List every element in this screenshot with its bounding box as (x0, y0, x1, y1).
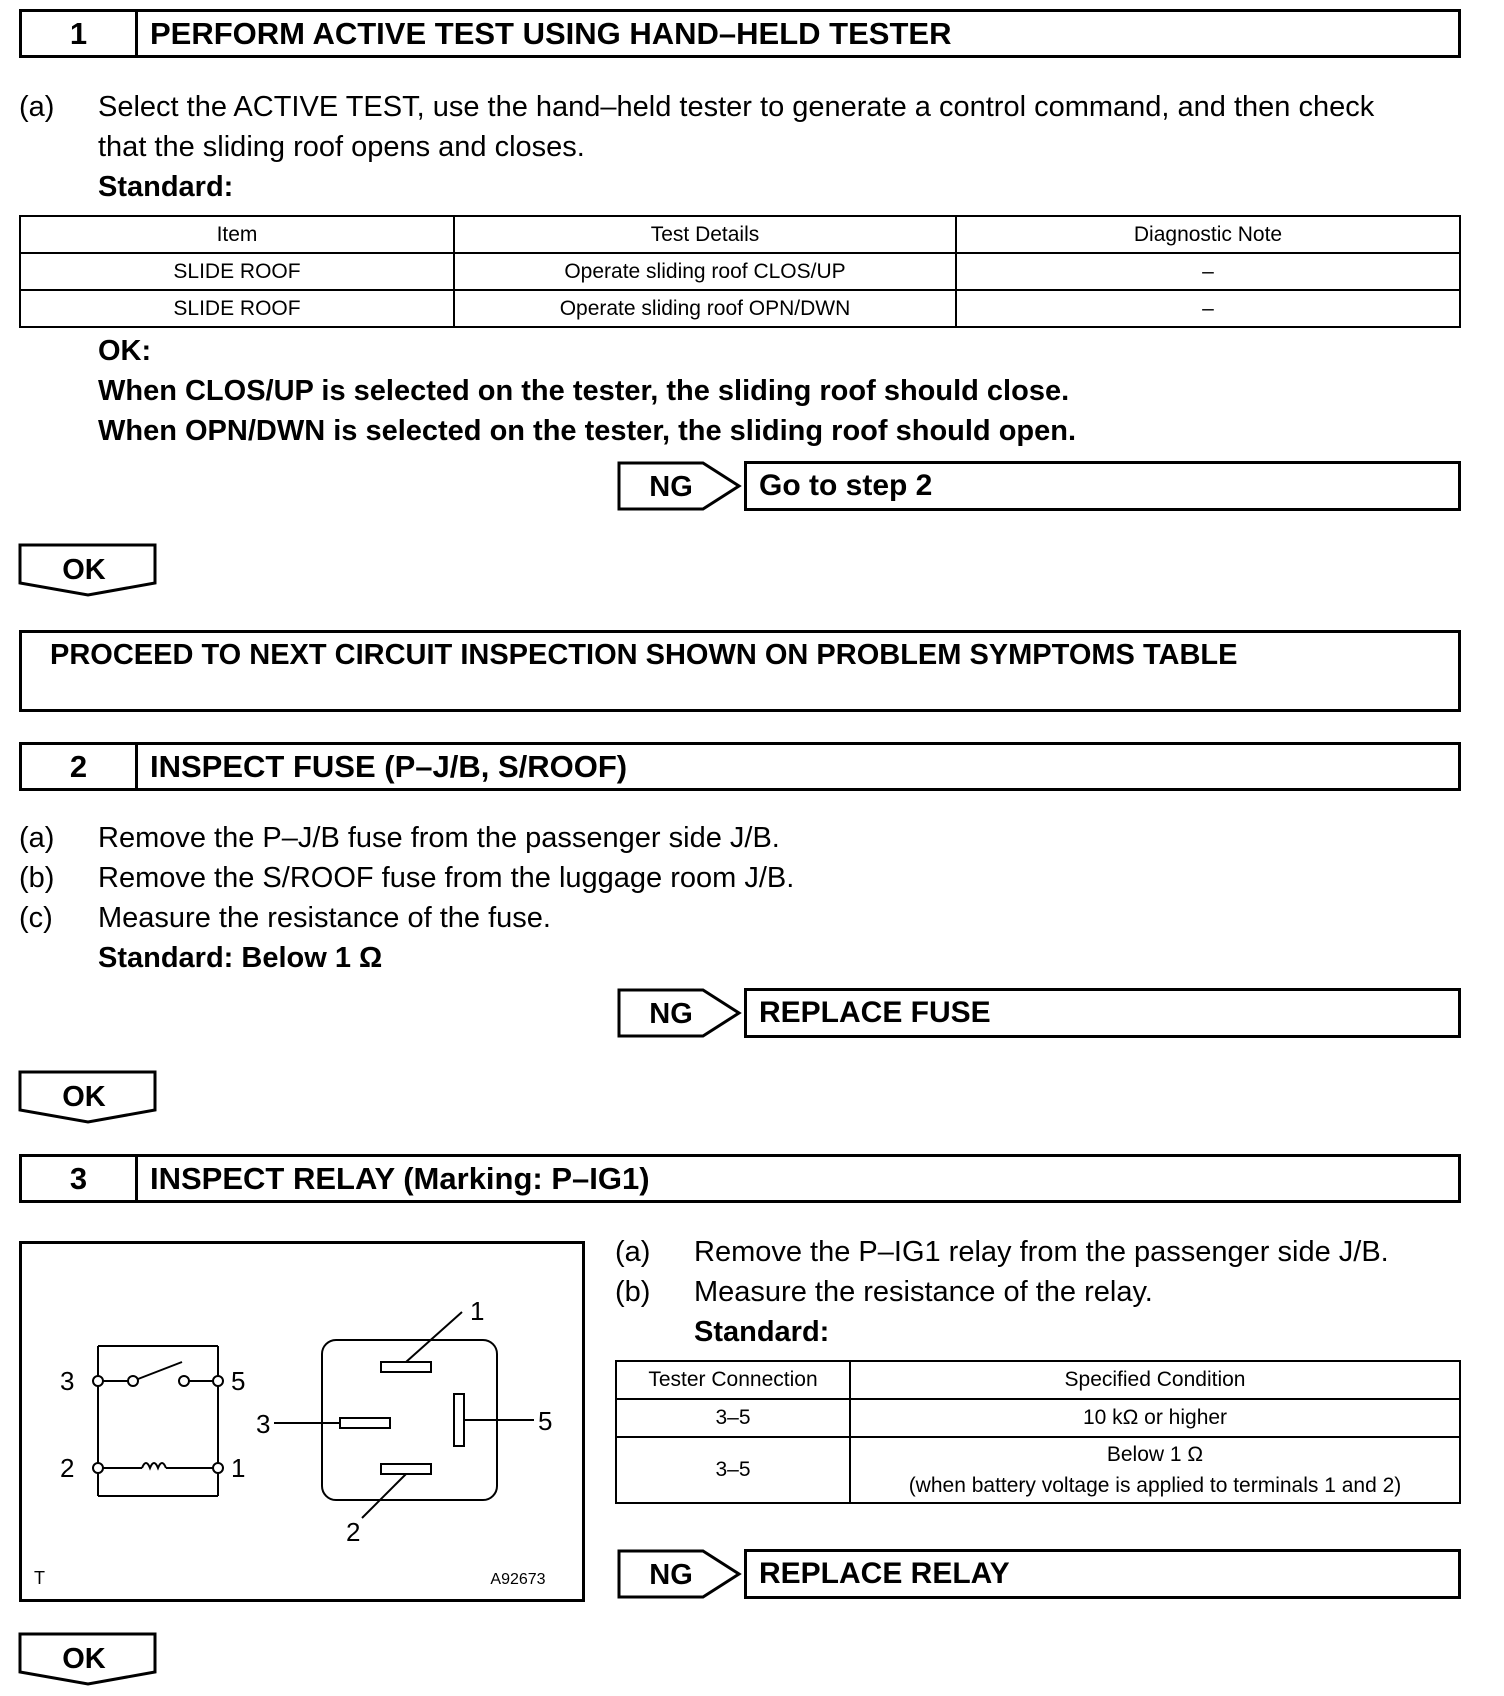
relay-pin-3-label: 3 (256, 1409, 271, 1439)
ok-arrow (18, 1070, 158, 1124)
step-2-standard: Standard: Below 1 Ω (98, 942, 383, 974)
step-3-item-b-marker: (b) (615, 1276, 651, 1308)
step-1-table (19, 215, 1461, 328)
ng-arrow (617, 988, 743, 1038)
step-3-item-a-marker: (a) (615, 1236, 651, 1268)
step-3-title: INSPECT RELAY (Marking: P–IG1) (150, 1160, 650, 1196)
ng-label: NG (649, 471, 693, 503)
step-3-number: 3 (22, 1157, 138, 1200)
step-1-ok-label: OK: (98, 335, 152, 367)
table-row (616, 1437, 1460, 1503)
table-cell (850, 1437, 1460, 1503)
table-cell: 3–5 (616, 1399, 850, 1437)
relay-pin-2-label: 2 (346, 1517, 361, 1547)
table-cell: – (956, 290, 1460, 327)
step-2-item-a-marker: (a) (19, 822, 55, 854)
table-header: Specified Condition (850, 1361, 1460, 1399)
step-2-ng-result: REPLACE FUSE (744, 988, 1461, 1038)
step-1-header (19, 9, 1461, 58)
step-3-standard-label: Standard: (694, 1316, 830, 1348)
table-header: Diagnostic Note (956, 216, 1460, 253)
step-3-ng-result: REPLACE RELAY (744, 1549, 1461, 1599)
table-header: Item (20, 216, 454, 253)
ok-arrow (18, 543, 158, 597)
ng-label: NG (649, 1559, 693, 1591)
relay-diagram-svg (22, 1244, 582, 1599)
table-cell: 10 kΩ or higher (850, 1399, 1460, 1437)
ok-arrow (18, 1632, 158, 1686)
table-cell: 3–5 (616, 1437, 850, 1503)
table-cell: SLIDE ROOF (20, 253, 454, 290)
relay-pin-5-label: 5 (538, 1406, 553, 1436)
proceed-box: PROCEED TO NEXT CIRCUIT INSPECTION SHOWN ON PROBLEM SYMPTOMS TABLE (19, 630, 1461, 712)
table-cell: SLIDE ROOF (20, 290, 454, 327)
table-cell: Operate sliding roof CLOS/UP (454, 253, 956, 290)
step-2-item-c-marker: (c) (19, 902, 53, 934)
table-cell-line2: (when battery voltage is applied to terminals 1 and 2) (908, 1474, 1402, 1497)
step-3-table (615, 1360, 1461, 1504)
step-3-item-a: Remove the P–IG1 relay from the passenger side J/B. (694, 1236, 1389, 1268)
step-1-ng-result: Go to step 2 (744, 461, 1461, 511)
ok-label: OK (62, 554, 106, 586)
step-2-item-b-marker: (b) (19, 862, 55, 894)
step-1-item-a-line2: that the sliding roof opens and closes. (98, 131, 585, 163)
ng-arrow (617, 1549, 743, 1599)
ok-label: OK (62, 1643, 106, 1675)
step-2-item-b: Remove the S/ROOF fuse from the luggage room J/B. (98, 862, 795, 894)
table-row (20, 290, 1460, 327)
table-header: Tester Connection (616, 1361, 850, 1399)
terminal-1-label: 1 (231, 1453, 246, 1483)
terminal-3-label: 3 (60, 1366, 75, 1396)
step-2-header (19, 742, 1461, 791)
terminal-5-label: 5 (231, 1366, 246, 1396)
step-1-ok-line1: When CLOS/UP is selected on the tester, the sliding roof should close. (98, 375, 1070, 407)
step-1-number: 1 (22, 12, 138, 55)
diagram-corner-label: T (34, 1568, 45, 1588)
step-2-item-a: Remove the P–J/B fuse from the passenger side J/B. (98, 822, 780, 854)
step-1-ok-line2: When OPN/DWN is selected on the tester, the sliding roof should open. (98, 415, 1077, 447)
step-1-title: PERFORM ACTIVE TEST USING HAND–HELD TESTER (150, 15, 952, 51)
table-cell-line1: Below 1 Ω (1106, 1443, 1204, 1466)
relay-diagram (19, 1241, 585, 1602)
step-2-title: INSPECT FUSE (P–J/B, S/ROOF) (150, 748, 628, 784)
step-3-header (19, 1154, 1461, 1203)
step-2-item-c: Measure the resistance of the fuse. (98, 902, 551, 934)
step-3-item-b: Measure the resistance of the relay. (694, 1276, 1153, 1308)
terminal-2-label: 2 (60, 1453, 75, 1483)
step-1-standard-label: Standard: (98, 171, 234, 203)
step-2-number: 2 (22, 745, 138, 788)
step-1-item-a-line1: Select the ACTIVE TEST, use the hand–held tester to generate a control command, and then check (98, 91, 1375, 123)
ng-label: NG (649, 998, 693, 1030)
table-row (616, 1399, 1460, 1437)
step-1-item-a-marker: (a) (19, 91, 55, 123)
table-cell: – (956, 253, 1460, 290)
relay-pin-1-label: 1 (470, 1296, 485, 1326)
table-cell: Operate sliding roof OPN/DWN (454, 290, 956, 327)
diagram-code: A92673 (490, 1571, 546, 1588)
ok-label: OK (62, 1081, 106, 1113)
ng-arrow (617, 461, 743, 511)
table-header: Test Details (454, 216, 956, 253)
table-row (20, 253, 1460, 290)
